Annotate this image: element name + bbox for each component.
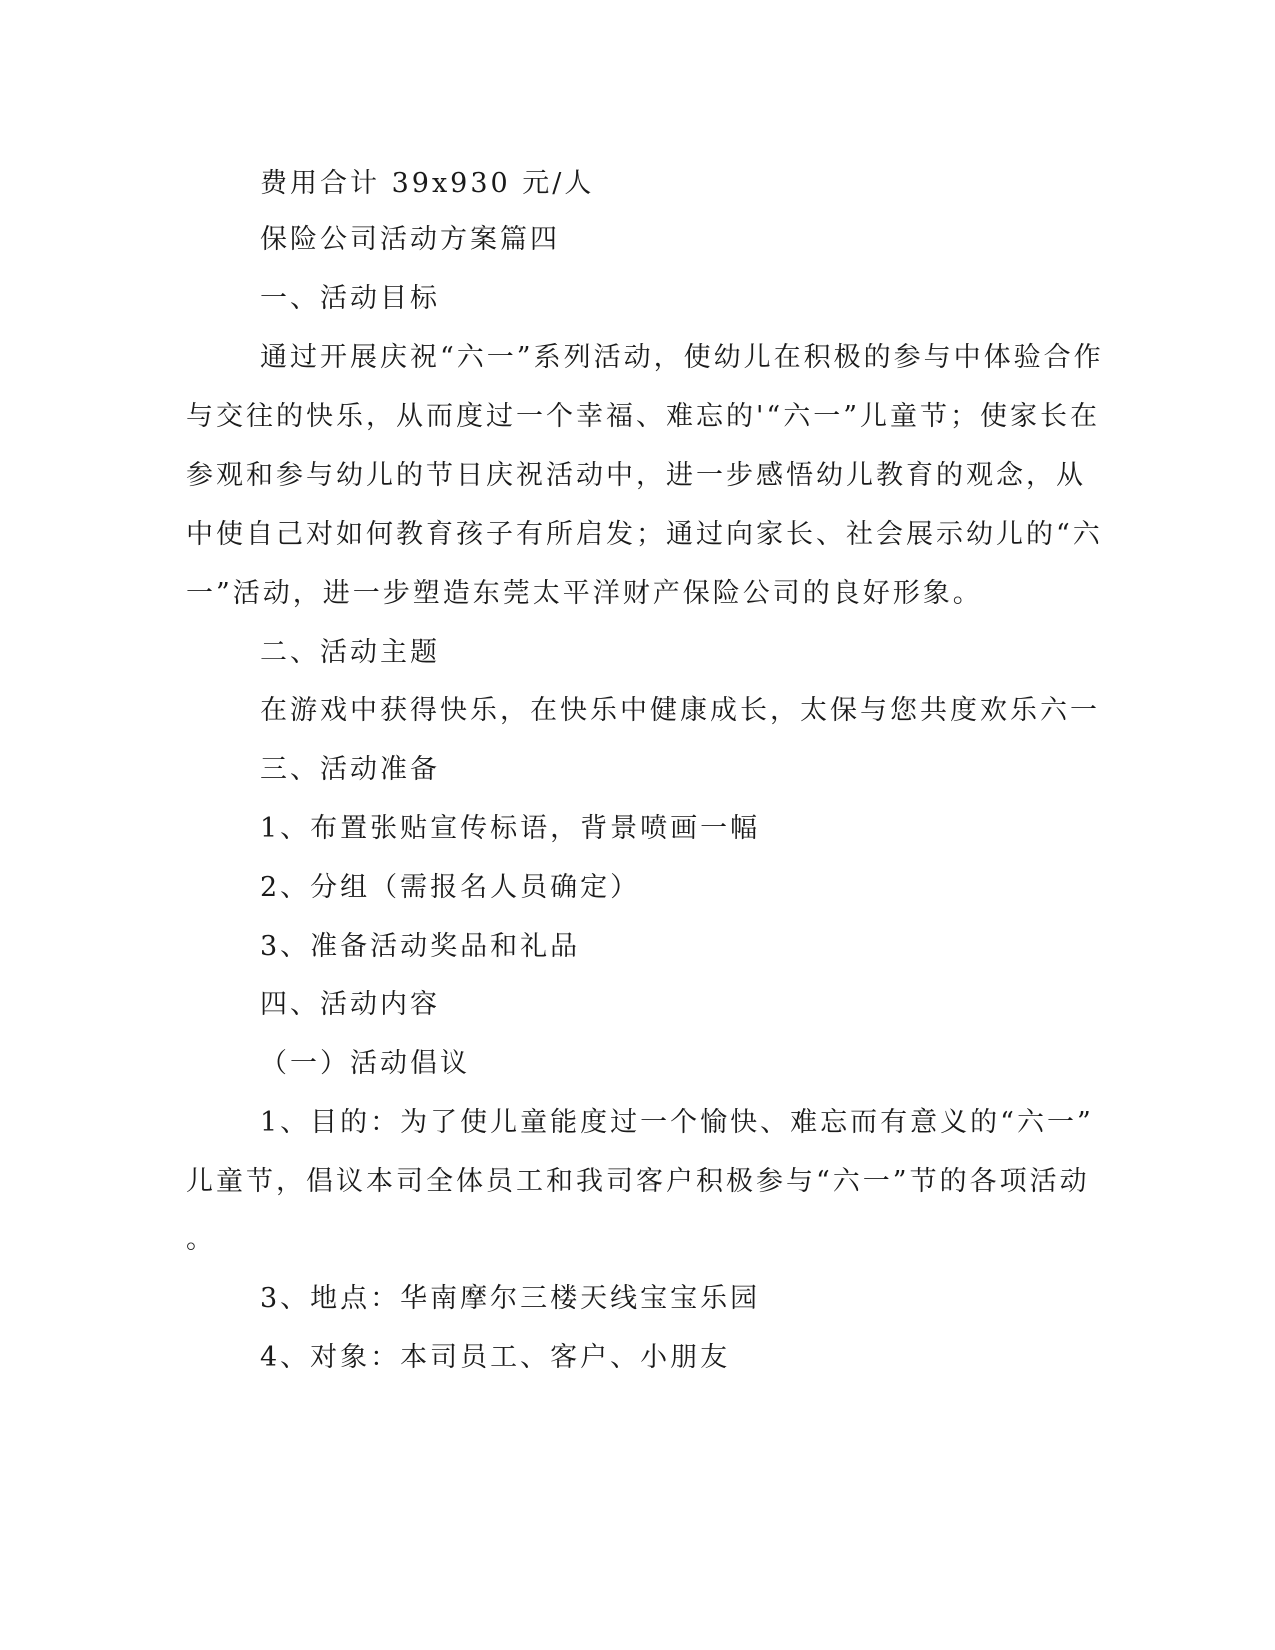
preparation-item-3: 3、准备活动奖品和礼品 [260,931,581,962]
heading-activity-preparation: 三、活动准备 [260,754,440,785]
paragraph-goal-line-3: 参观和参与幼儿的节日庆祝活动中，进一步感悟幼儿教育的观念，从 [186,460,1086,491]
paragraph-goal-line-4: 中使自己对如何教育孩子有所启发；通过向家长、社会展示幼儿的“六 [186,519,1103,550]
heading-activity-content: 四、活动内容 [260,989,440,1020]
preparation-item-1: 1、布置张贴宣传标语，背景喷画一幅 [260,813,761,844]
paragraph-goal-line-5: 一”活动，进一步塑造东莞太平洋财产保险公司的良好形象。 [186,578,983,609]
proposal-purpose-line-3: 。 [186,1224,216,1255]
cost-total-line: 费用合计 39x930 元/人 [260,168,595,199]
preparation-item-2: 2、分组（需报名人员确定） [260,872,641,903]
proposal-location: 3、地点：华南摩尔三楼天线宝宝乐园 [260,1283,761,1314]
section-title: 保险公司活动方案篇四 [260,224,560,255]
heading-activity-theme: 二、活动主题 [260,637,440,668]
paragraph-goal-line-2: 与交往的快乐，从而度过一个幸福、难忘的'“六一”儿童节；使家长在 [186,401,1101,432]
theme-text: 在游戏中获得快乐，在快乐中健康成长，太保与您共度欢乐六一 [260,695,1100,726]
proposal-purpose-line-1: 1、目的：为了使儿童能度过一个愉快、难忘而有意义的“六一” [260,1107,1094,1138]
proposal-audience: 4、对象：本司员工、客户、小朋友 [260,1342,731,1373]
proposal-purpose-line-2: 儿童节，倡议本司全体员工和我司客户积极参与“六一”节的各项活动 [186,1166,1090,1197]
subheading-activity-proposal: （一）活动倡议 [260,1048,470,1079]
paragraph-goal-line-1: 通过开展庆祝“六一”系列活动，使幼儿在积极的参与中体验合作 [260,342,1104,373]
heading-activity-goal: 一、活动目标 [260,283,440,314]
